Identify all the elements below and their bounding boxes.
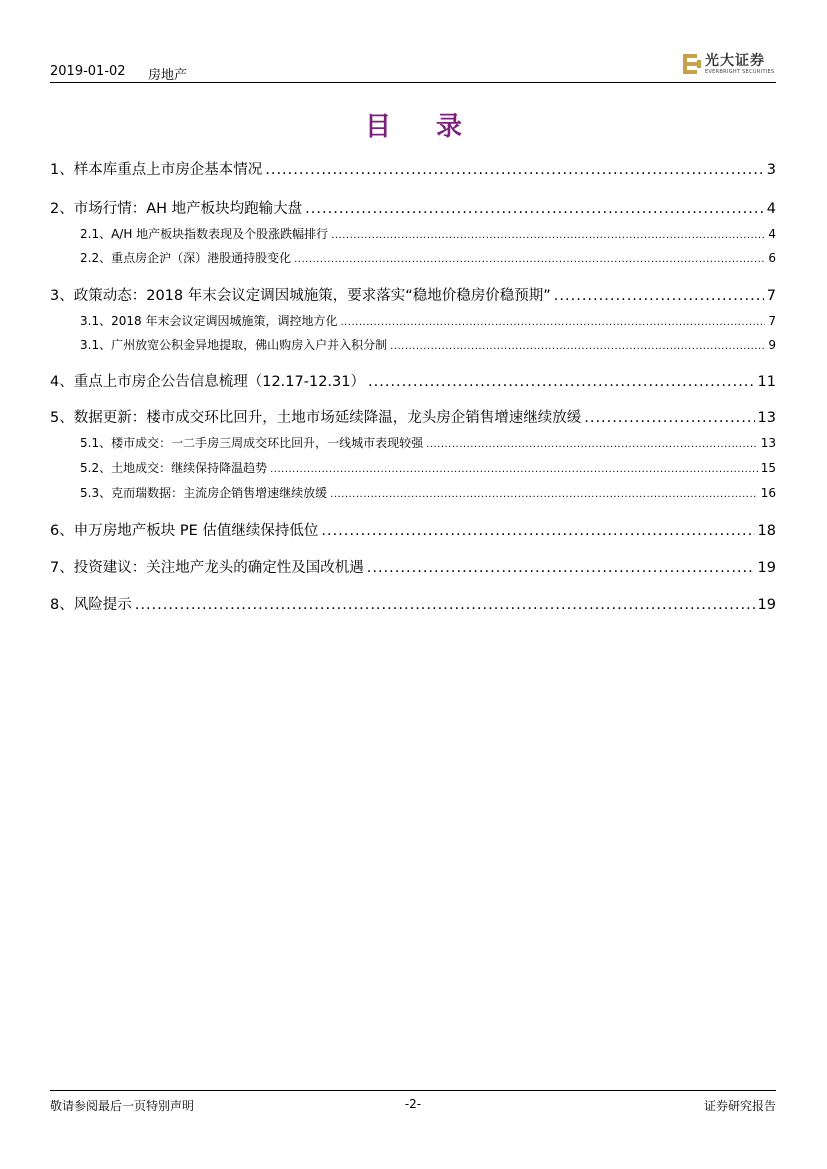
toc-number: 3.1、 <box>80 314 112 328</box>
toc-entry[interactable] <box>50 593 776 614</box>
toc-page: 13 <box>760 436 776 450</box>
toc-text: 楼市成交：一二手房三周成交环比回升，一线城市表现较强 <box>111 436 424 450</box>
report-sector: 房地产 <box>148 68 188 83</box>
toc-entry[interactable] <box>50 158 776 179</box>
toc-page: 19 <box>757 597 776 613</box>
toc-text: 申万房地产板块 PE 估值继续保持低位 <box>73 523 319 539</box>
page-header <box>50 53 776 83</box>
toc-text: A/H 地产板块指数表现及个股涨跌幅排行 <box>111 227 329 241</box>
toc-text: 政策动态：2018 年末会议定调因城施策，要求落实“稳地价稳房价稳预期” <box>73 288 551 304</box>
toc-entry[interactable] <box>50 197 776 218</box>
toc-page: 4 <box>766 201 776 217</box>
report-type: 证券研究报告 <box>703 1099 776 1113</box>
toc-leader <box>584 410 754 426</box>
toc-leader <box>135 597 755 613</box>
toc-number: 5.3、 <box>80 486 112 500</box>
toc-entry[interactable] <box>50 225 776 242</box>
toc-page: 7 <box>766 288 776 304</box>
toc-number: 8、 <box>50 597 74 613</box>
toc-number: 6、 <box>50 523 74 539</box>
toc-number: 7、 <box>50 560 74 576</box>
toc-entry[interactable] <box>50 284 776 305</box>
toc-entry[interactable] <box>50 434 776 451</box>
toc-leader <box>390 341 765 352</box>
logo-name-cn: 光大证券 <box>705 53 765 69</box>
toc-leader <box>554 288 764 304</box>
toc-entry[interactable] <box>50 370 776 391</box>
toc-text: 数据更新：楼市成交环比回升，土地市场延续降温，龙头房企销售增速继续放缓 <box>73 410 582 426</box>
toc-leader <box>270 464 758 475</box>
toc-leader <box>426 439 758 450</box>
toc-page: 11 <box>757 374 776 390</box>
report-date: 2019-01-02 <box>50 64 126 79</box>
page-title: 目 录 <box>364 112 481 142</box>
disclaimer-note: 敬请参阅最后一页特别声明 <box>50 1099 195 1113</box>
toc-page: 16 <box>760 486 776 500</box>
toc-leader <box>321 523 754 539</box>
toc-page: 6 <box>768 251 776 265</box>
toc-leader <box>265 162 764 178</box>
toc-page: 13 <box>757 410 776 426</box>
page-number: -2- <box>404 1097 422 1111</box>
logo-name-en: EVERBRIGHT SECURITIES <box>705 69 775 75</box>
toc-leader <box>294 254 765 265</box>
toc-text: 广州放宽公积金异地提取，佛山购房入户并入积分制 <box>111 338 388 352</box>
toc-leader <box>305 201 764 217</box>
toc-text: 重点上市房企公告信息梳理（12.17-12.31） <box>73 374 365 390</box>
toc-leader <box>330 489 758 500</box>
toc-number: 5、 <box>50 410 74 426</box>
toc-text: 土地成交：继续保持降温趋势 <box>111 461 268 475</box>
toc-entry[interactable] <box>50 556 776 577</box>
toc-number: 2、 <box>50 201 74 217</box>
toc-text: 2018 年末会议定调因城施策，调控地方化 <box>111 314 338 328</box>
toc-number: 2.2、 <box>80 251 112 265</box>
toc-number: 4、 <box>50 374 74 390</box>
toc-page: 18 <box>757 523 776 539</box>
toc-page: 15 <box>760 461 776 475</box>
toc-page: 7 <box>768 314 776 328</box>
toc-number: 2.1、 <box>80 227 112 241</box>
toc-number: 3.1、 <box>80 338 112 352</box>
toc-entry[interactable] <box>50 459 776 476</box>
toc-number: 3、 <box>50 288 74 304</box>
toc-number: 5.1、 <box>80 436 112 450</box>
toc-leader <box>367 560 755 576</box>
footer-rule <box>50 1090 776 1091</box>
toc-number: 1、 <box>50 162 74 178</box>
toc-text: 克而瑞数据：主流房企销售增速继续放缓 <box>111 486 328 500</box>
toc-page: 19 <box>757 560 776 576</box>
toc-text: 市场行情：AH 地产板块均跑输大盘 <box>73 201 303 217</box>
toc-leader <box>331 230 765 241</box>
toc-text: 样本库重点上市房企基本情况 <box>73 162 263 178</box>
toc-entry[interactable] <box>50 312 776 329</box>
toc-entry[interactable] <box>50 406 776 427</box>
toc-leader <box>368 374 755 390</box>
header-rule <box>50 82 776 83</box>
toc-text: 风险提示 <box>73 597 132 613</box>
toc-page: 3 <box>766 162 776 178</box>
toc-entry[interactable] <box>50 336 776 353</box>
toc-entry[interactable] <box>50 484 776 501</box>
company-logo <box>682 50 774 80</box>
toc-text: 重点房企沪（深）港股通持股变化 <box>111 251 292 265</box>
toc-page: 9 <box>768 338 776 352</box>
toc-number: 5.2、 <box>80 461 112 475</box>
toc-page: 4 <box>768 227 776 241</box>
toc-entry[interactable] <box>50 519 776 540</box>
toc-leader <box>340 317 765 328</box>
everbright-logo-icon <box>682 52 702 76</box>
toc-entry[interactable] <box>50 249 776 266</box>
toc-text: 投资建议：关注地产龙头的确定性及国改机遇 <box>73 560 364 576</box>
